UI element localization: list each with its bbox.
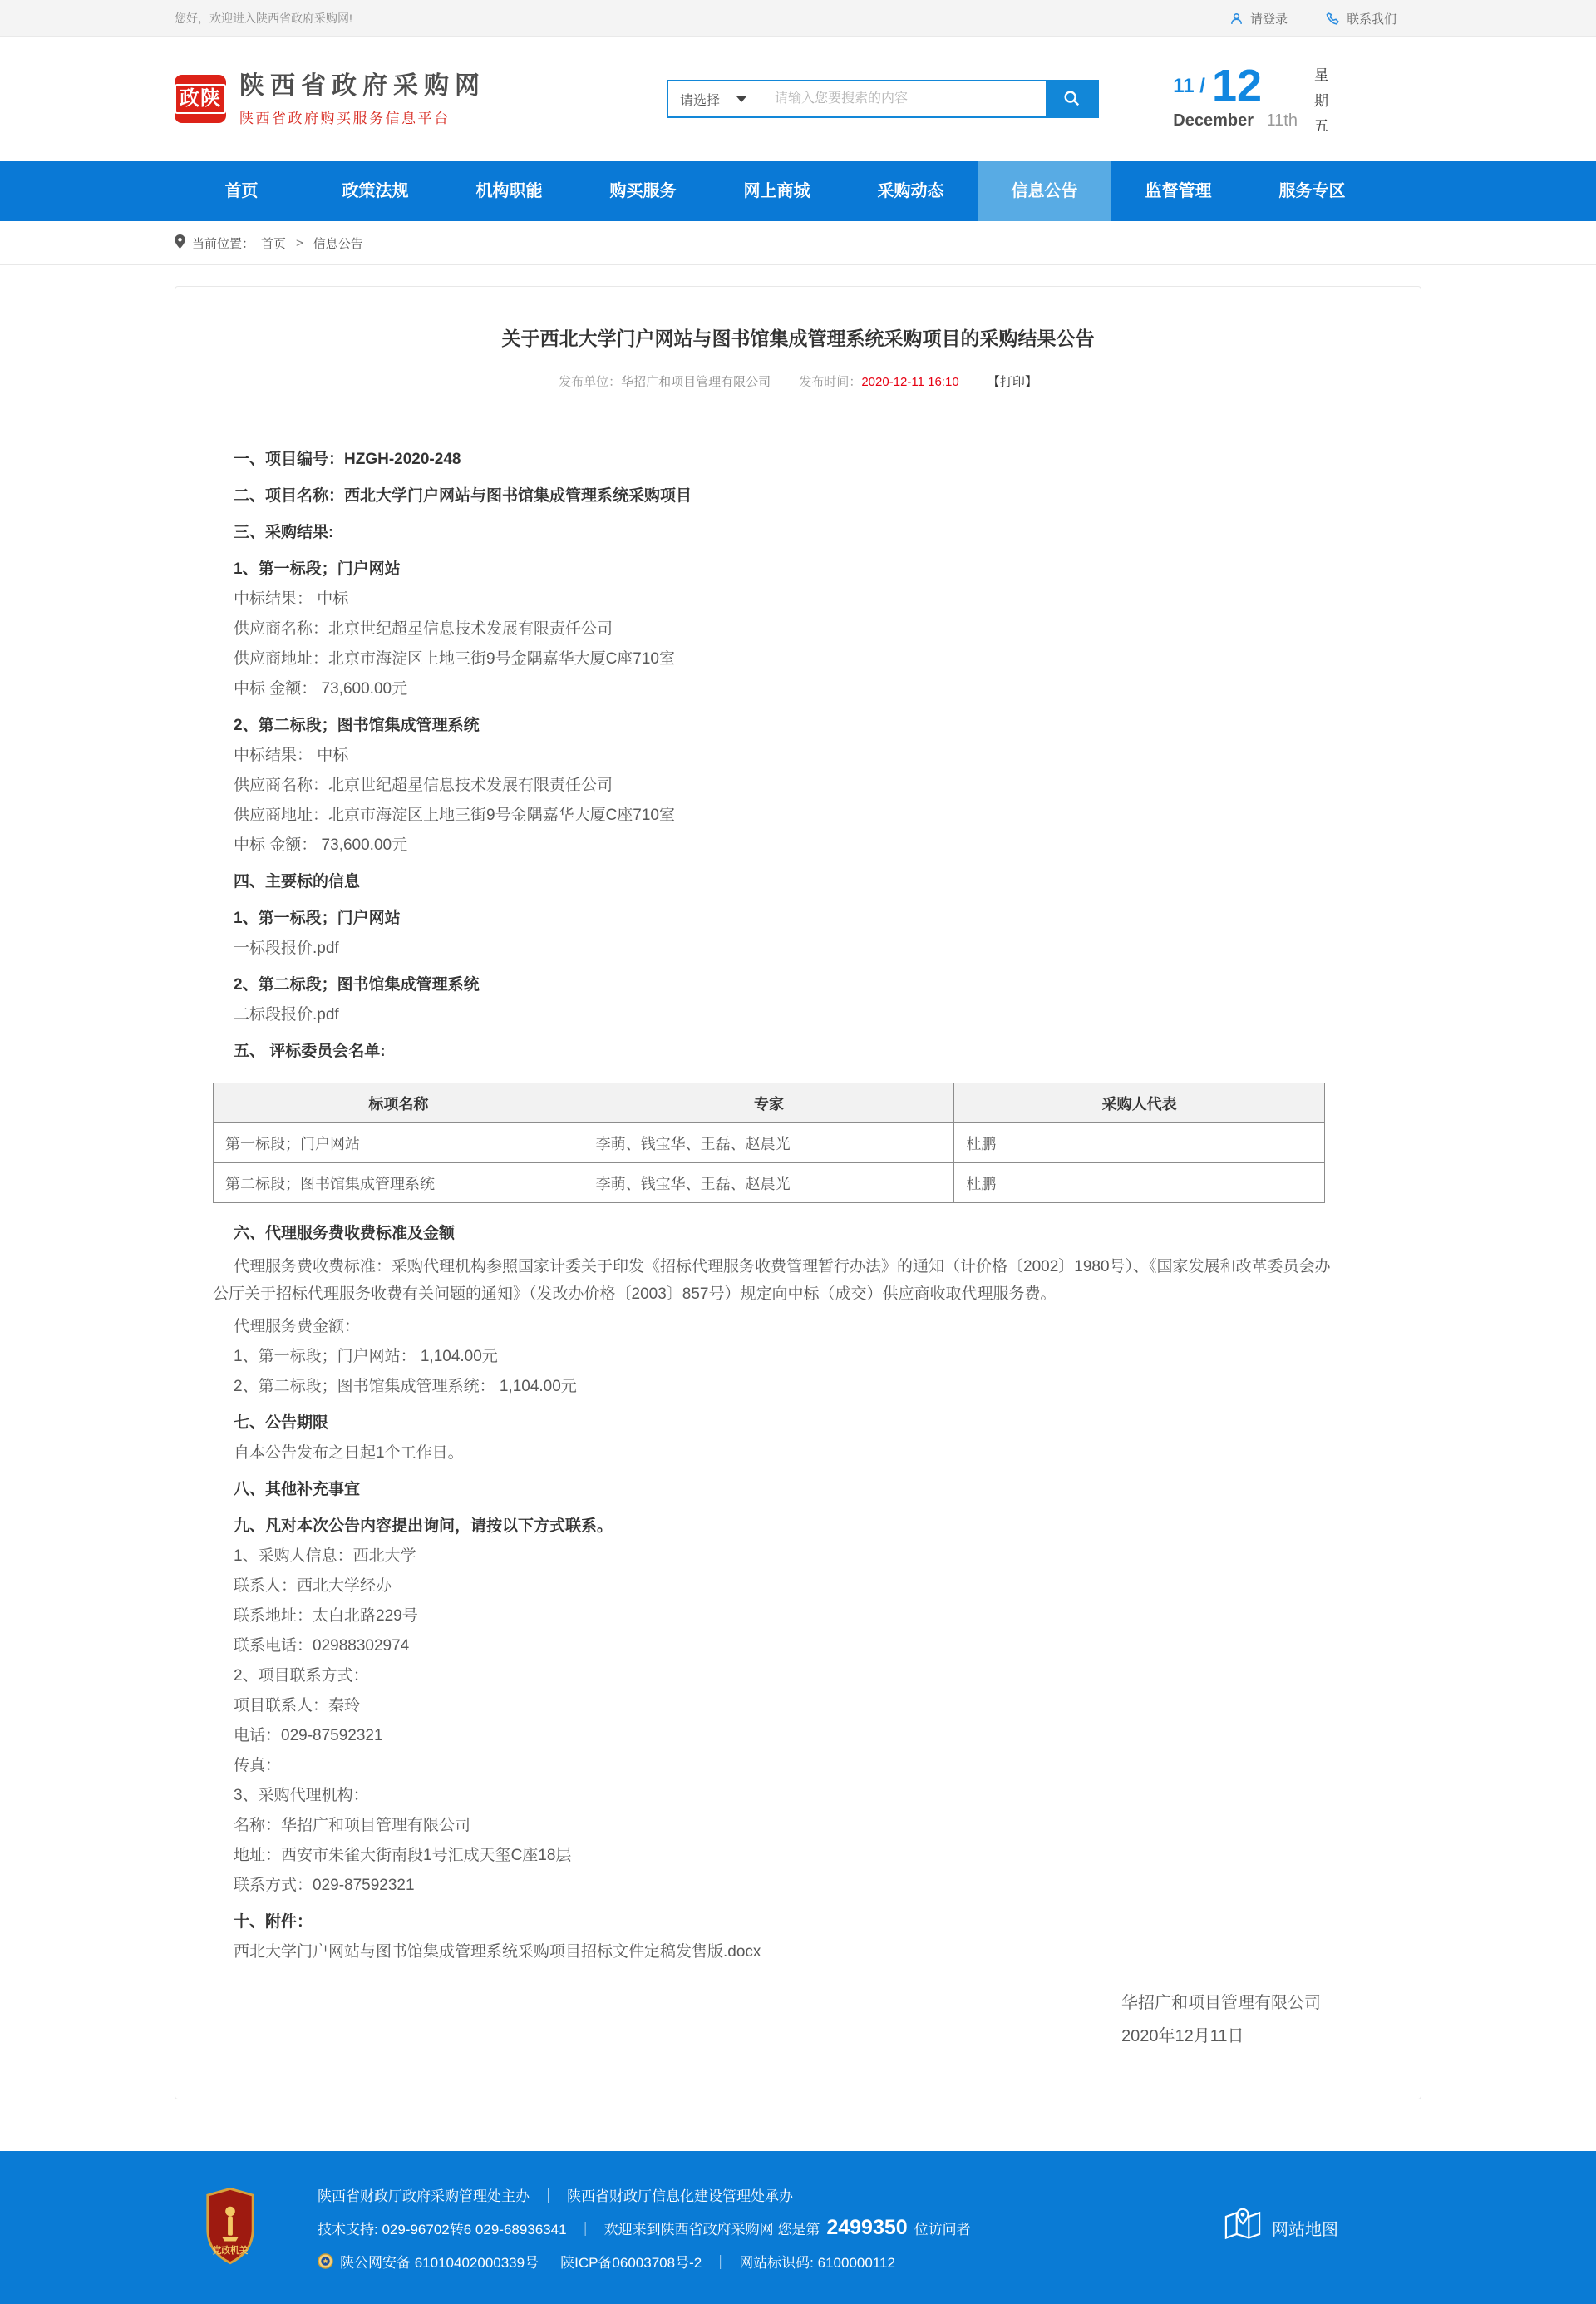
table-cell: 李萌、钱宝华、王磊、赵晨光 (584, 1163, 954, 1203)
article-paragraph: 代理服务费收费标准：采购代理机构参照国家计委关于印发《招标代理服务收费管理暂行办法》的通知（计价格〔2002〕1980号）、《国家发展和改革委员会办公厅关于招标代理服务收费有关问题的通知》（发改办价格〔2003〕857号）规定向中标（成交）供应商收取代理服务费。 (213, 1258, 1331, 1303)
search-category-select[interactable]: 请选择 (668, 81, 768, 116)
article-paragraph: 二、项目名称：西北大学门户网站与图书馆集成管理系统采购项目 (234, 487, 692, 505)
article-body (196, 407, 1400, 2053)
date-day-en: 11th (1266, 111, 1298, 130)
footer-support: 技术支持: 029-96702转6 029-68936341 (318, 2221, 567, 2237)
user-icon (1229, 12, 1244, 26)
table-cell: 第一标段；门户网站 (214, 1123, 584, 1163)
sitemap-button[interactable]: 网站地图 (1224, 2208, 1338, 2247)
article-paragraph: 一、项目编号：HZGH-2020-248 (234, 451, 461, 468)
article-paragraph[interactable]: 西北大学门户网站与图书馆集成管理系统采购项目招标文件定稿发售版.docx (234, 1943, 761, 1961)
publish-time-label: 发布时间： (799, 375, 862, 389)
footer-welcome: 欢迎来到陕西省政府采购网 您是第 (603, 2221, 820, 2237)
police-badge-icon (318, 2253, 333, 2269)
date-month: 11 / (1173, 75, 1205, 97)
article-paragraph[interactable]: 二标段报价.pdf (234, 1006, 339, 1024)
nav-item[interactable]: 机构职能 (475, 182, 543, 200)
article-paragraph: 供应商地址：北京市海淀区上地三街9号金隅嘉华大厦C座710室 (234, 807, 675, 824)
article-paragraph: 六、代理服务费收费标准及金额 (234, 1225, 456, 1242)
footer-beian-icp[interactable]: 陕ICP备06003708号-2 (560, 2254, 702, 2271)
chevron-down-icon (736, 96, 746, 102)
evaluation-committee-table (213, 1083, 1325, 1203)
article-signature (1121, 1986, 1321, 2053)
site-subtitle: 陕西省政府购买服务信息平台 (239, 111, 451, 127)
breadcrumb-home[interactable]: 首页 (261, 237, 287, 251)
publisher-label: 发布单位： (559, 375, 622, 389)
article-paragraph: 八、其他补充事宜 (234, 1481, 361, 1498)
footer-welcome-suffix: 位访问者 (914, 2221, 971, 2237)
visitor-count: 2499350 (826, 2215, 908, 2239)
svg-text:党政机关: 党政机关 (212, 2245, 249, 2256)
table-header-cell: 采购人代表 (954, 1083, 1325, 1123)
article-paragraph: 中标结果： 中标 (234, 590, 349, 608)
nav-item[interactable]: 网上商城 (743, 182, 810, 200)
article-paragraph: 联系地址：太白北路229号 (234, 1607, 418, 1625)
search-icon (1062, 89, 1081, 110)
breadcrumb-current[interactable]: 信息公告 (313, 237, 363, 251)
paragraphs-bottom (213, 1223, 1346, 1963)
article-paragraph: 地址：西安市朱雀大街南段1号汇成天玺C座18层 (234, 1847, 572, 1864)
nav-item[interactable]: 采购动态 (877, 182, 944, 200)
breadcrumb (0, 221, 1596, 265)
table-cell: 杜鹏 (954, 1123, 1325, 1163)
site-footer (0, 2151, 1596, 2304)
nav-item[interactable]: 购买服务 (609, 182, 677, 200)
article-paragraph: 供应商地址：北京市海淀区上地三街9号金隅嘉华大厦C座710室 (234, 650, 675, 668)
topbar (0, 0, 1596, 37)
table-cell: 李萌、钱宝华、王磊、赵晨光 (584, 1123, 954, 1163)
table-header-cell: 专家 (584, 1083, 954, 1123)
table-row (214, 1123, 1325, 1163)
nav-item[interactable]: 政策法规 (342, 182, 409, 200)
site-header (0, 37, 1596, 161)
article-paragraph: 电话：029-87592321 (234, 1727, 383, 1744)
footer-site-code: 网站标识码: 6100000112 (739, 2254, 895, 2271)
breadcrumb-separator: > (296, 236, 303, 250)
article-meta (196, 372, 1400, 390)
article-card (175, 286, 1421, 2099)
table-header-cell: 标项名称 (214, 1083, 584, 1123)
logo-seal-icon: 政陕 (175, 75, 226, 123)
main-nav (0, 161, 1596, 221)
article-paragraph: 名称：华招广和项目管理有限公司 (234, 1817, 471, 1834)
table-cell: 第二标段；图书馆集成管理系统 (214, 1163, 584, 1203)
article-paragraph: 四、主要标的信息 (234, 873, 361, 891)
article-paragraph: 九、凡对本次公告内容提出询问，请按以下方式联系。 (234, 1517, 613, 1535)
breadcrumb-label: 当前位置： (192, 237, 255, 251)
date-widget (1173, 63, 1328, 135)
article-paragraph: 供应商名称：北京世纪超星信息技术发展有限责任公司 (234, 620, 613, 638)
publish-time-value: 2020-12-11 16:10 (861, 375, 959, 389)
map-icon (1224, 2208, 1262, 2247)
article-paragraph: 代理服务费金额： (234, 1318, 361, 1335)
search-button[interactable] (1046, 81, 1097, 116)
article-paragraph: 中标 金额： 73,600.00元 (234, 680, 408, 698)
article-paragraph: 2、第二标段；图书馆集成管理系统 (234, 976, 480, 994)
footer-info: 陕西省财政厅政府采购管理处主办 ｜ 陕西省财政厅信息化建设管理处承办 技术支持: 029-96702转6 029-68936341 ｜ 欢迎来到陕西省政府采购网 您是第 2499350 位访问者 陕公网安备 61010402000339号 陕ICP备06003708号-2 ｜ 网站标识码: 6100000112 (318, 2184, 971, 2272)
nav-item[interactable]: 首页 (224, 182, 259, 200)
article-paragraph: 七、公告期限 (234, 1414, 329, 1432)
site-title: 陕西省政府采购网 (239, 72, 485, 100)
article-paragraph: 1、第一标段；门户网站 (234, 560, 401, 578)
footer-beian-police[interactable]: 陕公网安备 61010402000339号 (340, 2254, 539, 2271)
location-pin-icon (175, 234, 185, 252)
search-box (667, 80, 1099, 118)
article-paragraph: 联系电话：02988302974 (234, 1637, 410, 1655)
nav-item[interactable]: 信息公告 (978, 161, 1111, 221)
article-paragraph: 1、采购人信息：西北大学 (234, 1547, 416, 1565)
date-weekday: 星 期 五 (1314, 67, 1328, 134)
article-paragraph: 2、第二标段；图书馆集成管理系统： 1,104.00元 (234, 1378, 577, 1395)
article-paragraph: 联系人：西北大学经办 (234, 1577, 392, 1595)
article-paragraph: 五、 评标委员会名单: (234, 1043, 386, 1060)
article-paragraph: 三、采购结果: (234, 524, 334, 541)
article-paragraph: 自本公告发布之日起1个工作日。 (234, 1444, 464, 1462)
article-paragraph: 十、附件： (234, 1913, 313, 1931)
date-day: 12 (1211, 61, 1263, 111)
article-paragraph: 中标 金额： 73,600.00元 (234, 836, 408, 854)
nav-item[interactable]: 服务专区 (1278, 182, 1346, 200)
article-paragraph: 中标结果： 中标 (234, 747, 349, 764)
phone-icon (1326, 12, 1340, 26)
contact-button[interactable]: 联系我们 (1326, 10, 1396, 27)
search-input[interactable] (768, 81, 1046, 116)
article-paragraph[interactable]: 一标段报价.pdf (234, 940, 339, 957)
article-paragraph: 2、项目联系方式： (234, 1667, 369, 1685)
article-paragraph: 1、第一标段；门户网站： 1,104.00元 (234, 1348, 498, 1365)
site-logo[interactable] (175, 71, 485, 128)
article-title: 关于西北大学门户网站与图书馆集成管理系统采购项目的采购结果公告 (501, 328, 1095, 349)
footer-organizer: 陕西省财政厅政府采购管理处主办 (318, 2188, 530, 2204)
government-emblem-icon (203, 2187, 258, 2269)
print-button[interactable]: 【打印】 (987, 375, 1037, 389)
article-paragraph: 传真： (234, 1757, 282, 1774)
date-month-en: December (1173, 111, 1254, 130)
article-paragraph: 项目联系人：秦玲 (234, 1697, 361, 1714)
table-row (214, 1163, 1325, 1203)
paragraphs-top (234, 449, 1346, 1063)
table-cell: 杜鹏 (954, 1163, 1325, 1203)
article-paragraph: 1、第一标段；门户网站 (234, 910, 401, 927)
login-button[interactable]: 请登录 (1229, 10, 1288, 27)
article-paragraph: 3、采购代理机构： (234, 1787, 369, 1804)
article-paragraph: 供应商名称：北京世纪超星信息技术发展有限责任公司 (234, 777, 613, 794)
signature-company: 华招广和项目管理有限公司 (1121, 1994, 1321, 2012)
publisher-value: 华招广和项目管理有限公司 (621, 375, 771, 389)
signature-date: 2020年12月11日 (1121, 2027, 1244, 2045)
article-paragraph: 2、第二标段；图书馆集成管理系统 (234, 717, 480, 734)
welcome-text: 您好，欢迎进入陕西省政府采购网! (175, 12, 352, 25)
nav-item[interactable]: 监督管理 (1145, 182, 1212, 200)
article-paragraph: 联系方式：029-87592321 (234, 1877, 415, 1894)
footer-undertaker: 陕西省财政厅信息化建设管理处承办 (567, 2188, 793, 2204)
